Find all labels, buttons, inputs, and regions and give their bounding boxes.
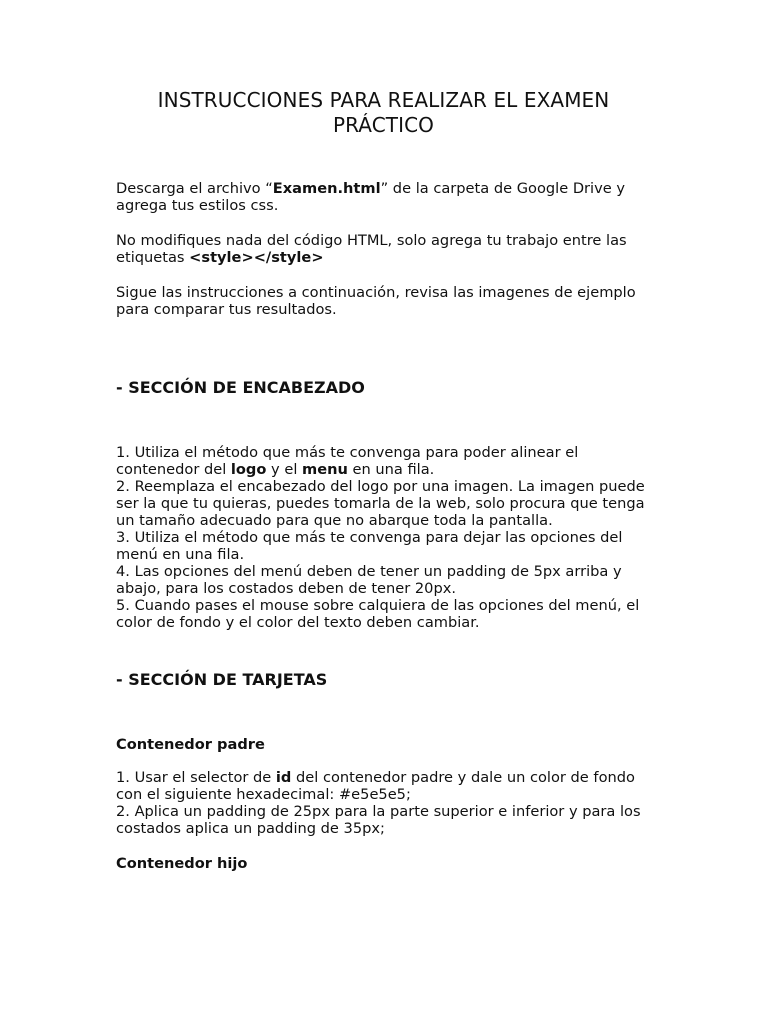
- intro-paragraph-download: [116, 180, 651, 215]
- intro1-text-after: ” de la carpeta de Google Drive y agrega tus estilos css.: [116, 180, 626, 215]
- list-item: 2. Aplica un padding de 25px para la parte superior e inferior y para los costados aplica un padding de 35px;: [116, 803, 641, 838]
- intro-paragraph-follow: Sigue las instrucciones a continuación, revisa las imagenes de ejemplo para comparar tus resultados.: [116, 283, 636, 319]
- section-heading-cards: - SECCIÓN DE TARJETAS: [116, 670, 328, 690]
- parent-steps-list: [116, 770, 651, 838]
- step-bold-id: id: [275, 769, 292, 787]
- list-item: 3. Utiliza el método que más te convenga para dejar las opciones del menú en una fila.: [116, 528, 623, 563]
- step-bold-logo: logo: [230, 461, 267, 479]
- list-item: 5. Cuando pases el mouse sobre calquiera de las opciones del menú, el color de fondo y el color del texto deben cambiar.: [116, 596, 640, 631]
- document-title: [116, 0, 651, 138]
- step-bold-menu: menu: [302, 461, 348, 479]
- intro2-style-tags: <style></style>: [189, 249, 324, 267]
- step-text: en una fila.: [347, 461, 435, 479]
- header-steps-list: [116, 445, 651, 631]
- step-text: y el: [266, 461, 303, 479]
- subheading-parent-container: Contenedor padre: [116, 736, 265, 754]
- step-text: del contenedor padre y dale un color de fondo con el siguiente hexadecimal: #e5e5e5;: [116, 769, 635, 804]
- intro1-filename: Examen.html: [272, 180, 381, 197]
- list-item: [116, 770, 651, 804]
- intro-paragraph-no-modify: [116, 232, 651, 267]
- title-line-1: INSTRUCCIONES PARA REALIZAR EL EXAMEN: [157, 88, 610, 112]
- step-text: 1. Usar el selector de: [116, 769, 276, 787]
- subheading-child-container: Contenedor hijo: [116, 855, 248, 873]
- section-heading-header: - SECCIÓN DE ENCABEZADO: [116, 378, 365, 398]
- intro2-text: No modifiques nada del código HTML, solo agrega tu trabajo entre las etiquetas: [116, 231, 627, 267]
- title-line-2: PRÁCTICO: [332, 113, 435, 137]
- intro1-text-before: Descarga el archivo “: [116, 180, 273, 197]
- step-text: 1. Utiliza el método que más te convenga para poder alinear el contenedor del: [116, 444, 579, 479]
- list-item: 4. Las opciones del menú deben de tener un padding de 5px arriba y abajo, para los costados deben de tener 20px.: [116, 562, 622, 597]
- list-item: [116, 445, 651, 479]
- list-item: 2. Reemplaza el encabezado del logo por una imagen. La imagen puede ser la que tu quieras, puedes tomarla de la web, solo procura que tenga un tamaño adecuado para que no abarque toda la pantalla.: [116, 478, 645, 530]
